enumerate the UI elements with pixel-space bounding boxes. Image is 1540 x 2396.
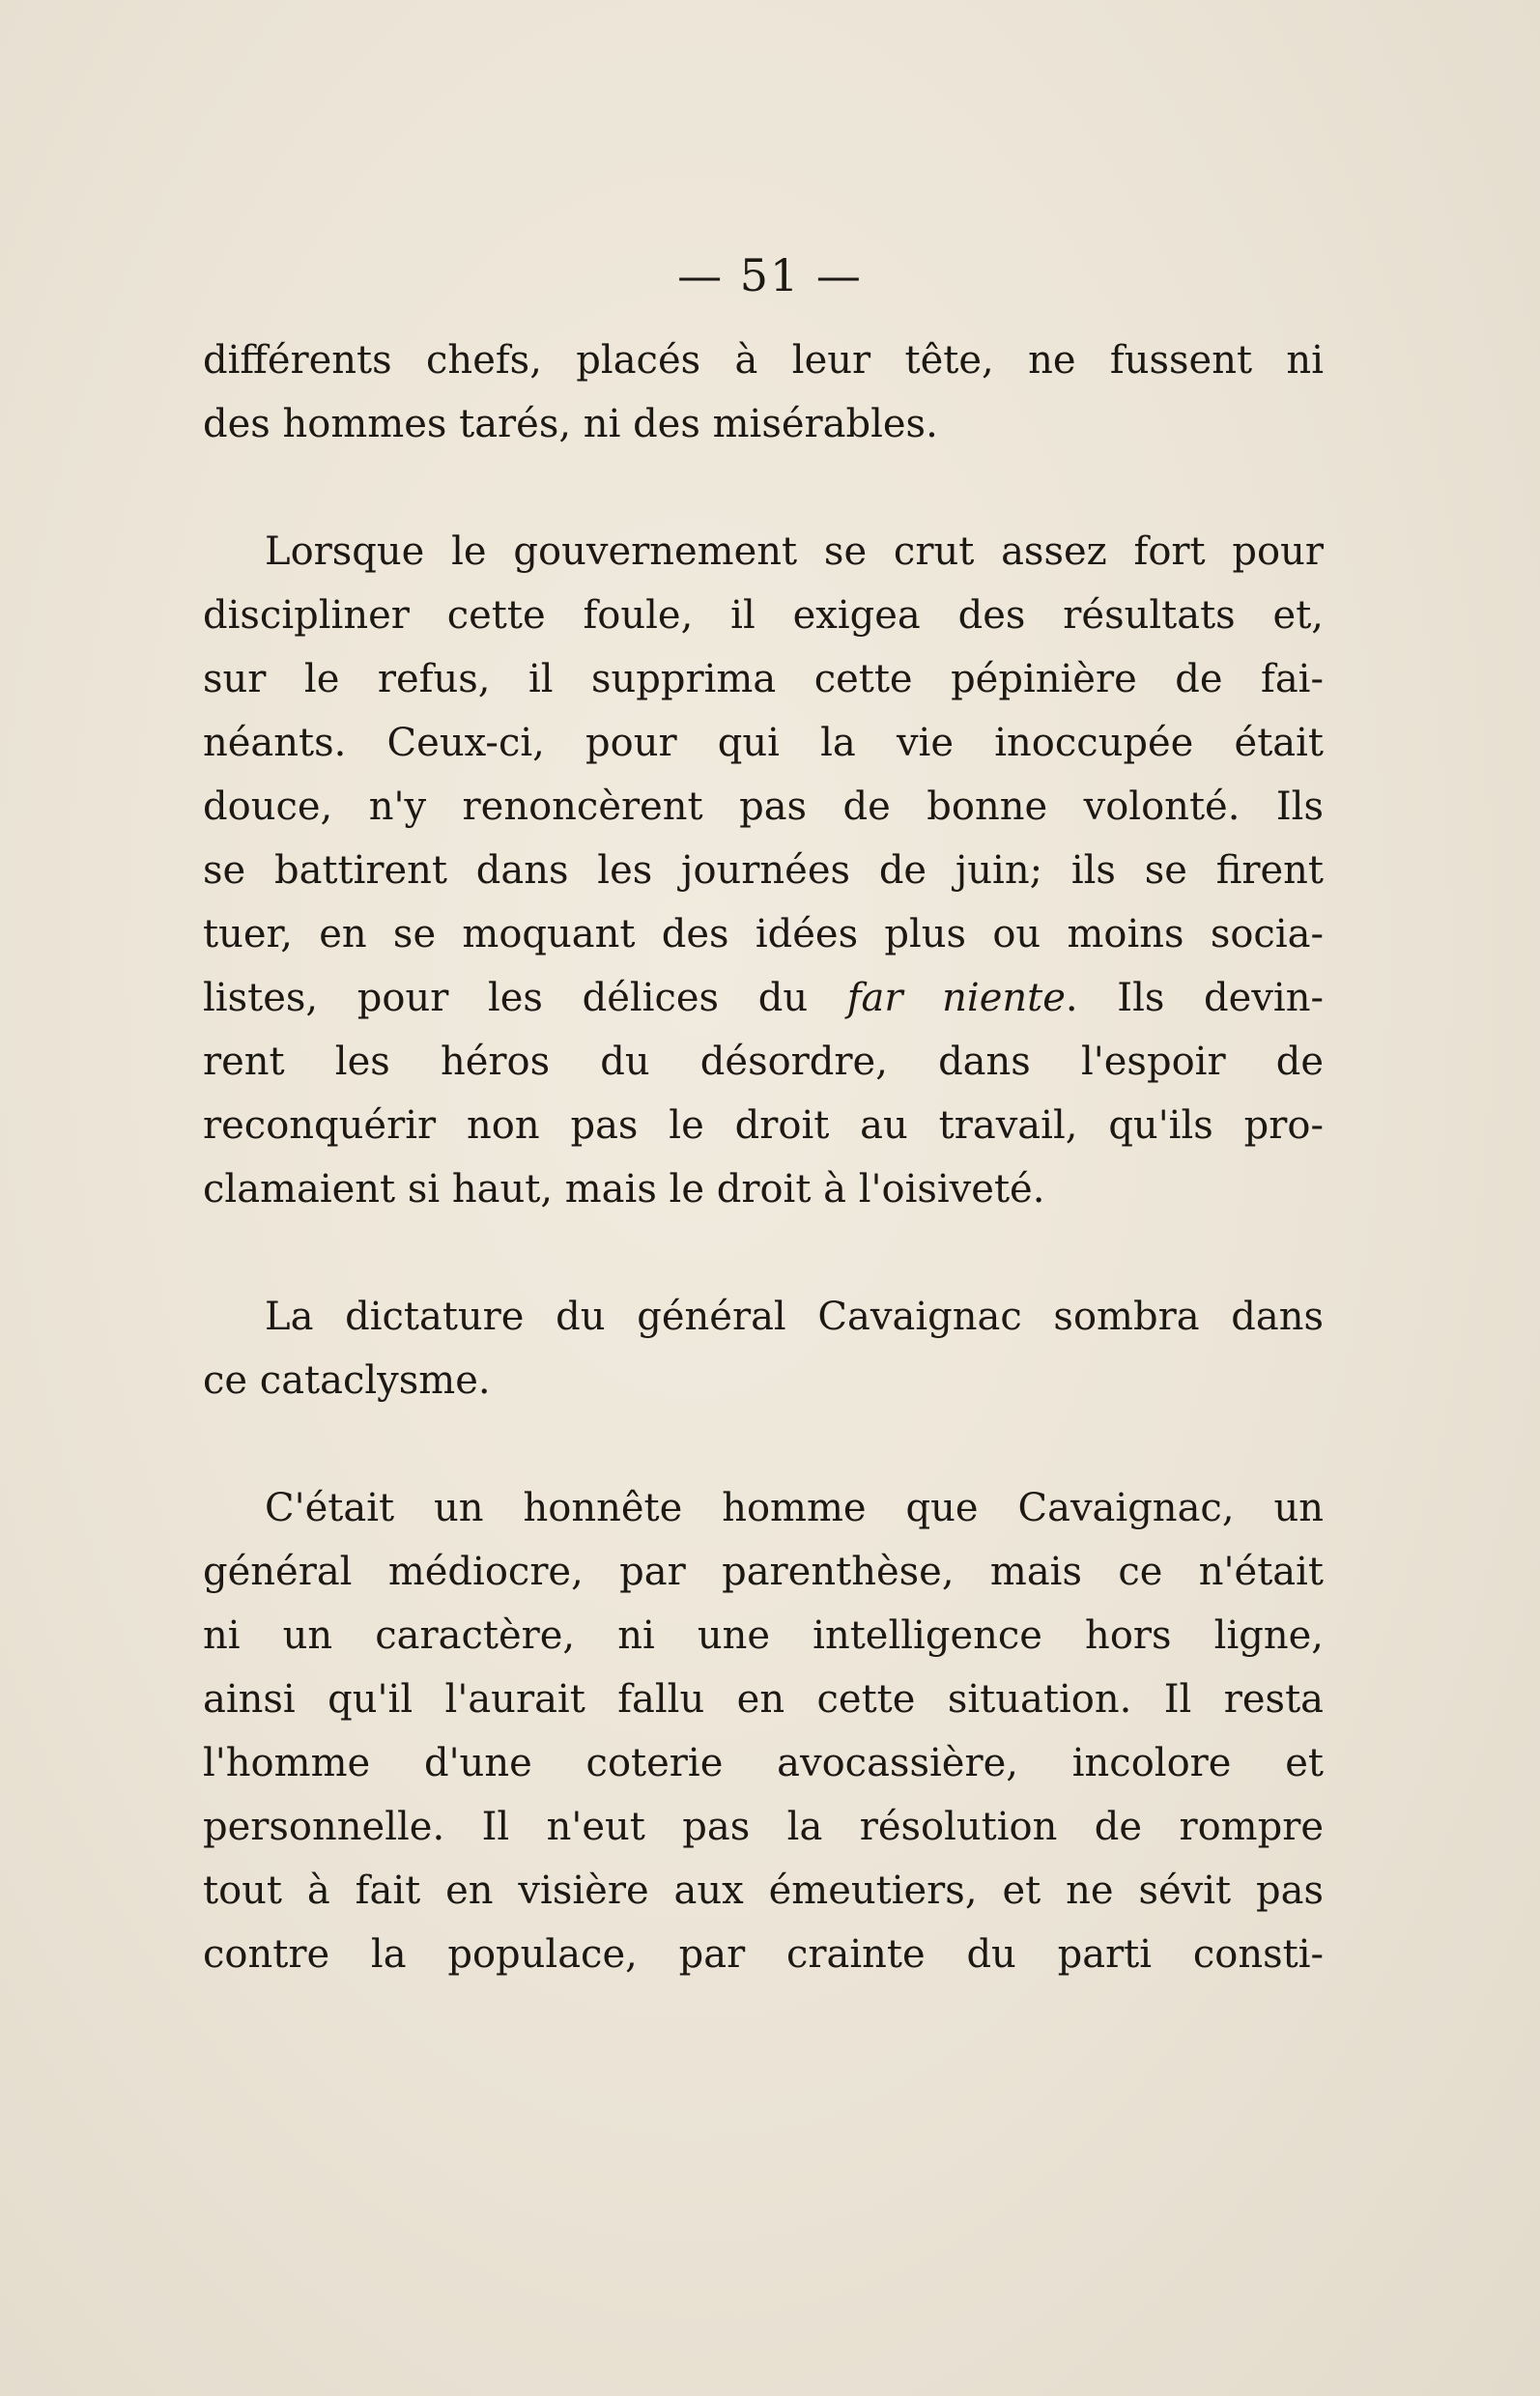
- text-line: reconquérir non pas le droit au travail, qu'ils pro-: [203, 1103, 1324, 1148]
- text-line: discipliner cette foule, il exigea des résultats et,: [203, 593, 1324, 638]
- text-line: général médiocre, par parenthèse, mais ce n'était: [203, 1550, 1324, 1594]
- paragraph-1: [203, 328, 1324, 456]
- paragraph-2: [203, 520, 1324, 1221]
- italic-phrase: far niente: [846, 976, 1066, 1020]
- text-line: se battirent dans les journées de juin; ils se firent: [203, 848, 1324, 893]
- paragraph-3: [203, 1285, 1324, 1412]
- text-line: néants. Ceux-ci, pour qui la vie inoccupée était: [203, 721, 1324, 765]
- paragraph-gap: [203, 456, 1324, 520]
- text-line: différents chefs, placés à leur tête, ne fussent ni: [203, 338, 1324, 383]
- text-line: ce cataclysme.: [203, 1358, 491, 1403]
- text-line: l'homme d'une coterie avocassière, incolore et: [203, 1741, 1324, 1785]
- text-line-with-italic: [203, 966, 1324, 1030]
- text-line: rent les héros du désordre, dans l'espoir de: [203, 1040, 1324, 1084]
- paragraph-4: [203, 1476, 1324, 1986]
- paragraph-gap: [203, 1412, 1324, 1476]
- text-line: tuer, en se moquant des idées plus ou moins socia-: [203, 912, 1324, 956]
- text-line: ni un caractère, ni une intelligence hors ligne,: [203, 1613, 1324, 1658]
- text-line: contre la populace, par crainte du parti consti-: [203, 1932, 1324, 1977]
- text-line: La dictature du général Cavaignac sombra dans: [265, 1295, 1324, 1339]
- paragraph-gap: [203, 1221, 1324, 1285]
- text-line: tout à fait en visière aux émeutiers, et ne sévit pas: [203, 1868, 1324, 1913]
- text-line: sur le refus, il supprima cette pépinière de fai-: [203, 657, 1324, 701]
- text-line: personnelle. Il n'eut pas la résolution de rompre: [203, 1805, 1324, 1849]
- page-number: — 51 —: [677, 249, 863, 301]
- text-line: ainsi qu'il l'aurait fallu en cette situation. Il resta: [203, 1677, 1324, 1722]
- body-text: [203, 328, 1324, 1986]
- text-line: C'était un honnête homme que Cavaignac, un: [265, 1486, 1324, 1530]
- text-line: clamaient si haut, mais le droit à l'oisiveté.: [203, 1167, 1045, 1212]
- text-line: Lorsque le gouvernement se crut assez fort pour: [265, 529, 1324, 574]
- text-line: douce, n'y renoncèrent pas de bonne volonté. Ils: [203, 784, 1324, 829]
- text-fragment: listes, pour les délices du: [203, 976, 809, 1020]
- text-line: des hommes tarés, ni des misérables.: [203, 402, 938, 446]
- text-fragment: . Ils devin-: [1065, 976, 1324, 1020]
